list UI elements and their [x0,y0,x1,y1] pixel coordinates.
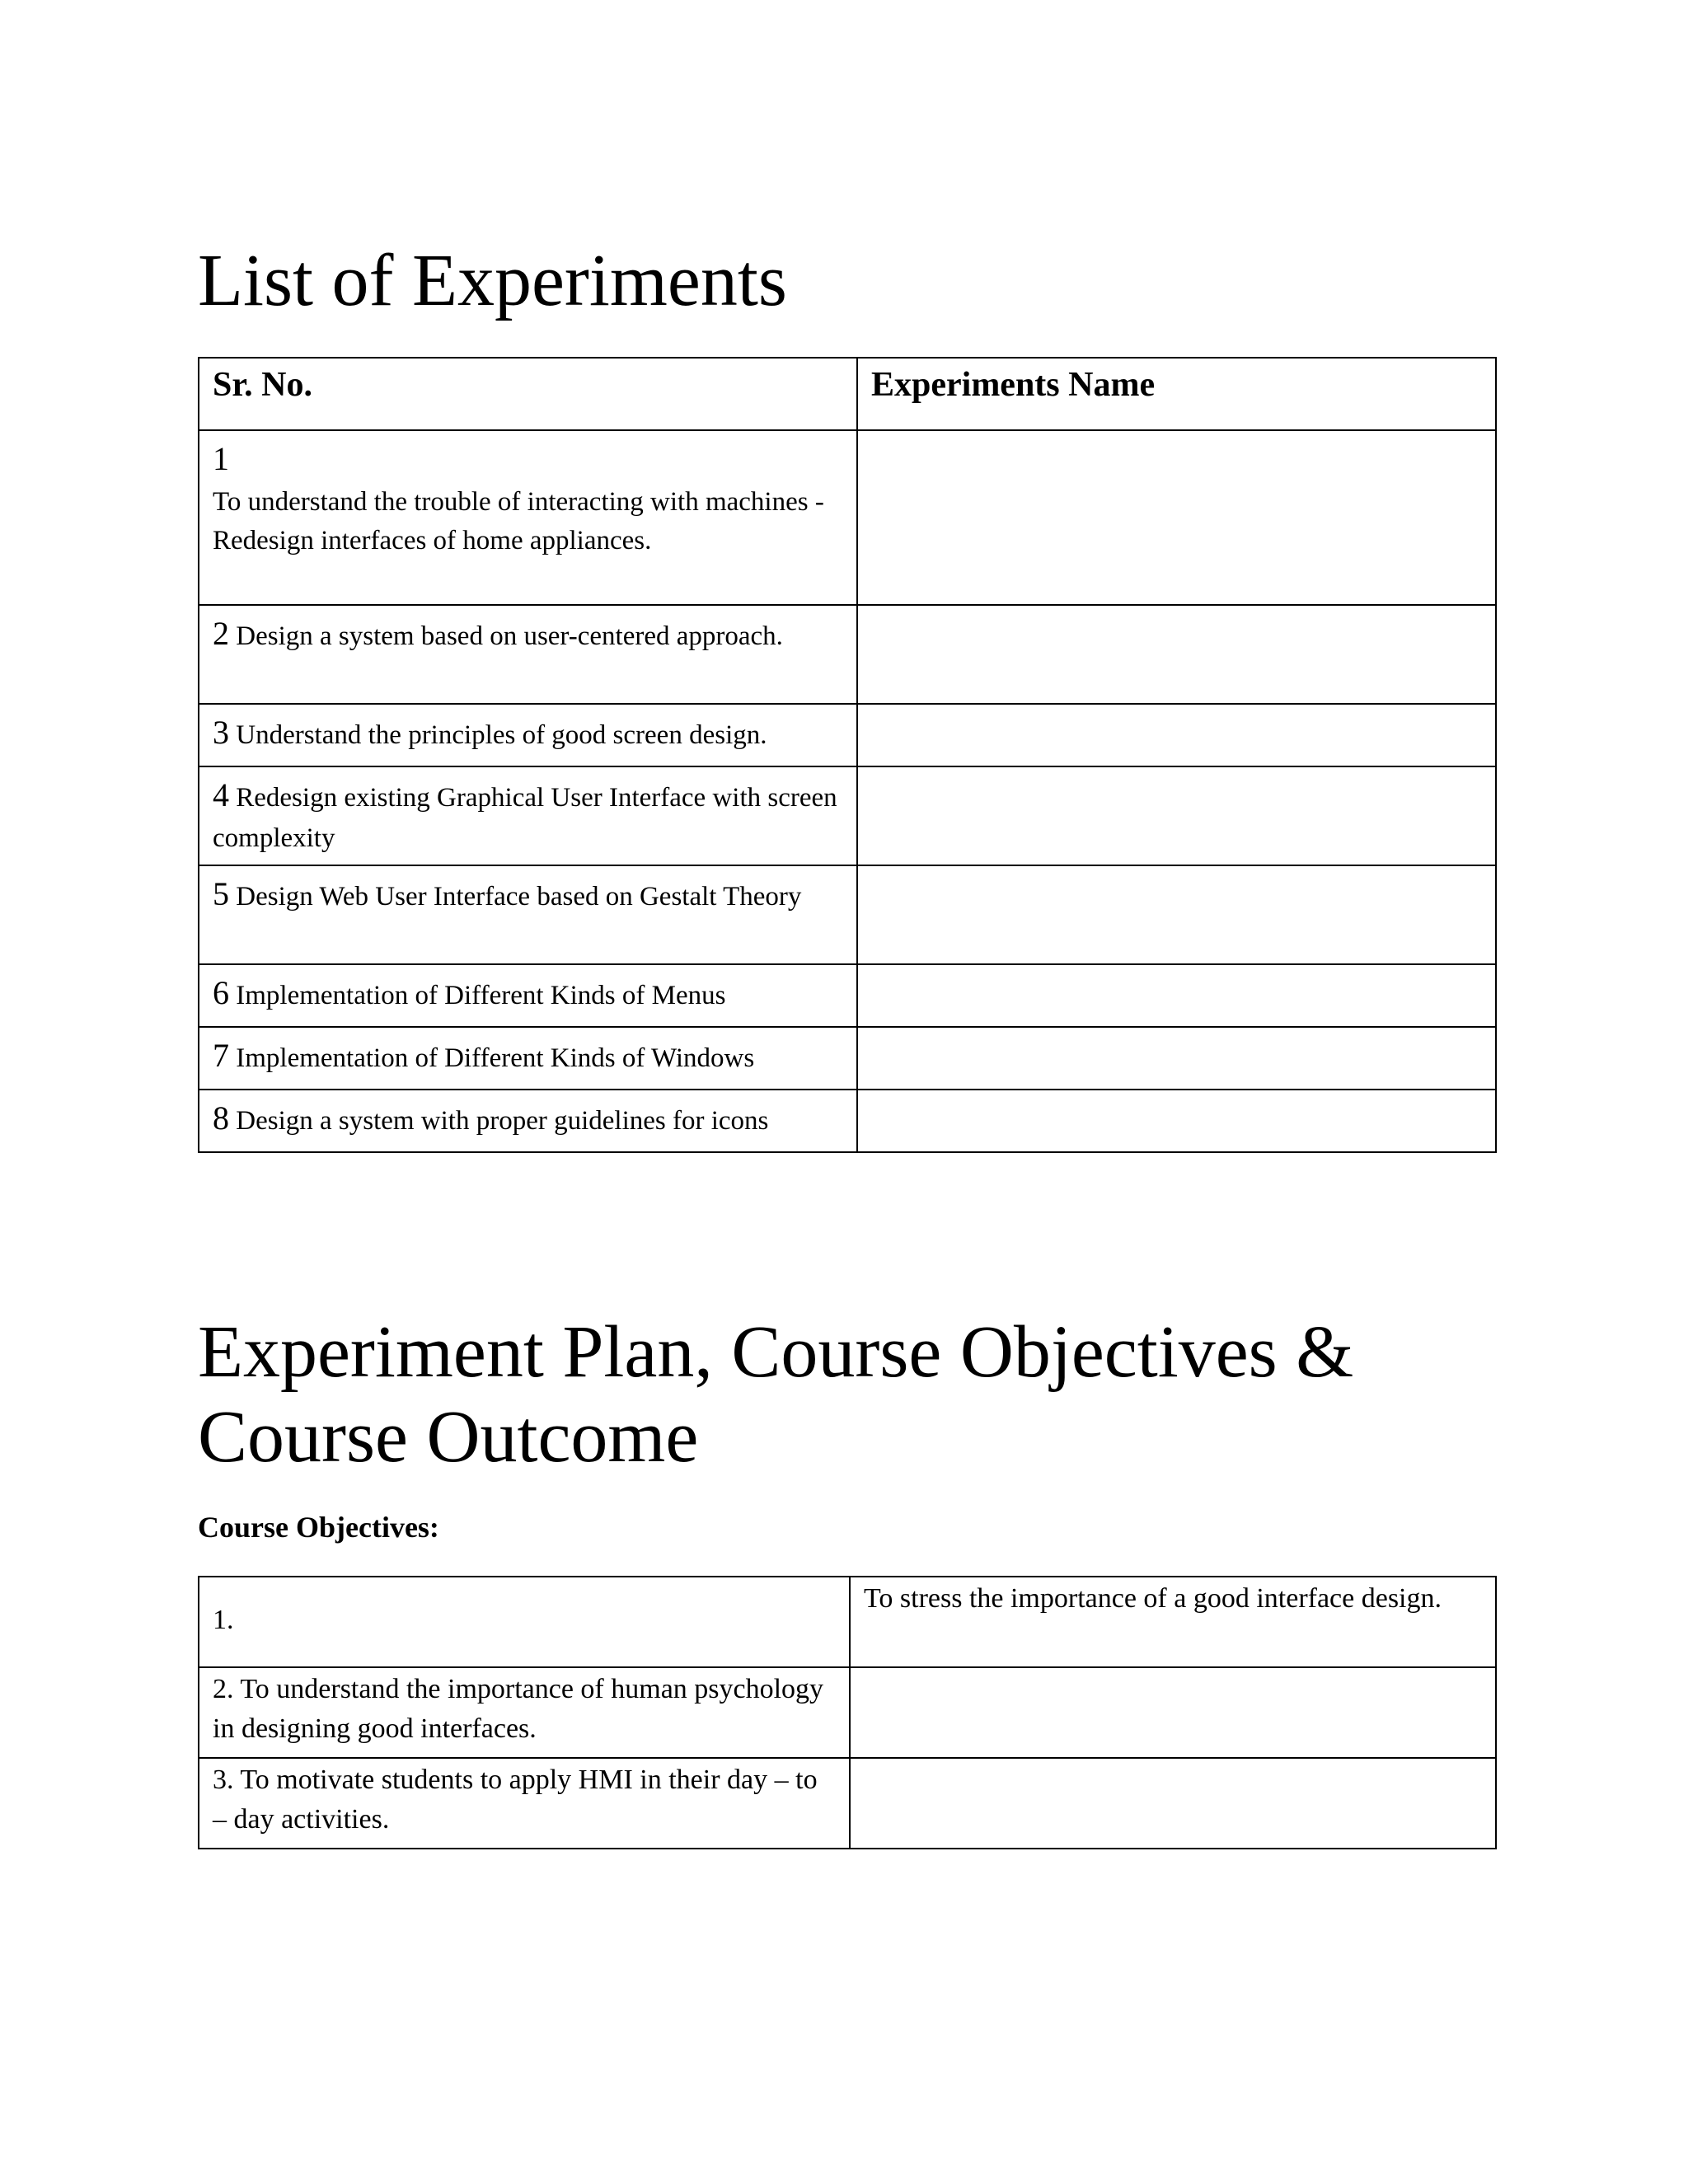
experiment-number: 5 [213,875,229,912]
table-row [199,1027,1496,1090]
objective-left-cell: 3. To motivate students to apply HMI in their day – to – day activities. [199,1758,850,1849]
experiment-name-cell [857,865,1496,964]
table-row [199,605,1496,704]
experiment-number: 2 [213,615,229,652]
sr-no-header: Sr. No. [199,358,857,430]
experiments-name-header: Experiments Name [857,358,1496,430]
experiment-name-cell [857,1090,1496,1152]
table-row [199,766,1496,865]
experiment-name-cell [857,605,1496,704]
experiment-number: 4 [213,776,229,813]
course-objectives-table [198,1576,1497,1849]
experiment-text: Design a system with proper guidelines for icons [236,1106,769,1136]
experiment-number: 6 [213,974,229,1011]
list-of-experiments-heading: List of Experiments [198,240,787,321]
experiment-number: 8 [213,1099,229,1137]
objective-left-cell: 2. To understand the importance of human psychology in designing good interfaces. [199,1667,850,1758]
course-objectives-label: Course Objectives: [198,1511,439,1544]
experiment-name-cell [857,1027,1496,1090]
experiments-table-header-row [199,358,1496,430]
experiment-number: 7 [213,1037,229,1074]
experiment-cell [199,430,857,605]
table-row [199,865,1496,964]
experiment-cell [199,766,857,865]
table-row [199,704,1496,766]
objective-right-cell [850,1667,1496,1758]
experiment-text: Implementation of Different Kinds of Windows [236,1043,755,1073]
table-row [199,964,1496,1027]
experiment-name-cell [857,430,1496,605]
table-row [199,1667,1496,1758]
objective-right-cell: To stress the importance of a good interface design. [850,1577,1496,1667]
experiment-cell [199,1027,857,1090]
experiment-name-cell [857,964,1496,1027]
experiment-text: Redesign existing Graphical User Interface with screen complexity [213,783,837,853]
experiment-name-cell [857,766,1496,865]
experiment-text: Understand the principles of good screen design. [236,720,767,750]
experiment-text: Design a system based on user-centered approach. [236,621,783,651]
experiment-cell [199,865,857,964]
experiment-name-cell [857,704,1496,766]
experiment-plan-heading: Experiment Plan, Course Objectives & Course Outcome [198,1311,1354,1478]
objective-left-cell: 1. [199,1577,850,1667]
experiment-cell [199,1090,857,1152]
experiment-text: Design Web User Interface based on Gestalt Theory [236,882,802,912]
experiment-cell [199,704,857,766]
table-row [199,1090,1496,1152]
table-row [199,430,1496,605]
experiment-text: Implementation of Different Kinds of Menus [236,981,726,1010]
experiment-number: 1 [213,440,229,477]
table-row [199,1577,1496,1667]
experiment-cell [199,605,857,704]
experiments-table [198,357,1497,1153]
table-row [199,1758,1496,1849]
experiment-text: To understand the trouble of interacting with machines - Redesign interfaces of home appliances. [213,486,824,555]
objective-right-cell [850,1758,1496,1849]
experiment-number: 3 [213,714,229,751]
experiment-cell [199,964,857,1027]
